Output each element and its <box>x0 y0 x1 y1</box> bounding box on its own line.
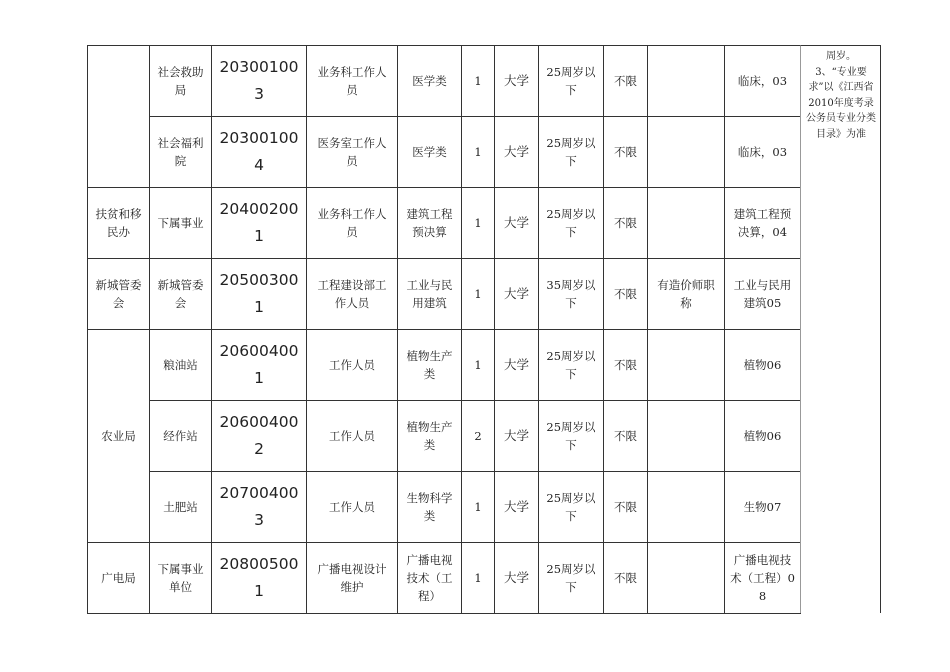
remarks-line: 周岁。 <box>826 51 856 62</box>
count-cell: 1 <box>462 543 495 614</box>
position-code-cell: 204002001 <box>212 188 307 259</box>
other-requirement-cell: 有造价师职称 <box>648 259 725 330</box>
education-cell: 大学 <box>495 259 539 330</box>
age-cell: 25周岁以下 <box>539 543 604 614</box>
position-name-cell: 工作人员 <box>307 330 398 401</box>
table-row <box>88 543 801 614</box>
exam-subject-cell: 植物06 <box>725 401 801 472</box>
position-name-cell: 工作人员 <box>307 401 398 472</box>
education-cell: 大学 <box>495 188 539 259</box>
age-cell: 25周岁以下 <box>539 330 604 401</box>
dept-cell <box>88 46 150 188</box>
education-cell: 大学 <box>495 330 539 401</box>
major-cell: 广播电视技术（工程） <box>398 543 462 614</box>
education-cell: 大学 <box>495 401 539 472</box>
other-requirement-cell <box>648 543 725 614</box>
major-cell: 植物生产类 <box>398 330 462 401</box>
age-cell: 25周岁以下 <box>539 401 604 472</box>
exam-subject-cell: 建筑工程预决算，04 <box>725 188 801 259</box>
position-code-cell: 207004003 <box>212 472 307 543</box>
other-requirement-cell <box>648 472 725 543</box>
position-name-cell: 工作人员 <box>307 472 398 543</box>
unit-cell: 粮油站 <box>150 330 212 401</box>
exam-subject-cell: 生物07 <box>725 472 801 543</box>
major-cell: 建筑工程预决算 <box>398 188 462 259</box>
age-cell: 25周岁以下 <box>539 117 604 188</box>
exam-subject-cell: 临床，03 <box>725 117 801 188</box>
major-cell: 生物科学类 <box>398 472 462 543</box>
count-cell: 2 <box>462 401 495 472</box>
count-cell: 1 <box>462 259 495 330</box>
education-cell: 大学 <box>495 543 539 614</box>
table-row <box>88 259 801 330</box>
other-requirement-cell <box>648 330 725 401</box>
position-name-cell: 工程建设部工作人员 <box>307 259 398 330</box>
gender-cell: 不限 <box>604 330 648 401</box>
gender-cell: 不限 <box>604 259 648 330</box>
table-row <box>88 401 801 472</box>
gender-cell: 不限 <box>604 46 648 117</box>
position-name-cell: 医务室工作人员 <box>307 117 398 188</box>
position-code-cell: 206004001 <box>212 330 307 401</box>
count-cell: 1 <box>462 117 495 188</box>
position-code-cell: 203001003 <box>212 46 307 117</box>
remarks-line: 3、“专业要求”以《江西省2010年度考录公务员专业分类目录》为准 <box>806 66 876 140</box>
positions-table <box>87 45 801 614</box>
gender-cell: 不限 <box>604 543 648 614</box>
position-code-cell: 206004002 <box>212 401 307 472</box>
other-requirement-cell <box>648 46 725 117</box>
unit-cell: 社会救助局 <box>150 46 212 117</box>
gender-cell: 不限 <box>604 472 648 543</box>
exam-subject-cell: 临床，03 <box>725 46 801 117</box>
major-cell: 医学类 <box>398 117 462 188</box>
position-name-cell: 业务科工作人员 <box>307 188 398 259</box>
exam-subject-cell: 工业与民用建筑05 <box>725 259 801 330</box>
exam-subject-cell: 广播电视技术（工程）08 <box>725 543 801 614</box>
position-code-cell: 208005001 <box>212 543 307 614</box>
unit-cell: 土肥站 <box>150 472 212 543</box>
count-cell: 1 <box>462 330 495 401</box>
exam-subject-cell: 植物06 <box>725 330 801 401</box>
age-cell: 25周岁以下 <box>539 472 604 543</box>
count-cell: 1 <box>462 46 495 117</box>
age-cell: 25周岁以下 <box>539 188 604 259</box>
count-cell: 1 <box>462 188 495 259</box>
remarks-column <box>800 45 881 613</box>
remarks-text <box>801 46 880 142</box>
major-cell: 植物生产类 <box>398 401 462 472</box>
table-row <box>88 46 801 117</box>
table-row <box>88 330 801 401</box>
other-requirement-cell <box>648 188 725 259</box>
position-code-cell: 205003001 <box>212 259 307 330</box>
position-name-cell: 广播电视设计维护 <box>307 543 398 614</box>
count-cell: 1 <box>462 472 495 543</box>
unit-cell: 经作站 <box>150 401 212 472</box>
dept-cell: 广电局 <box>88 543 150 614</box>
dept-cell: 扶贫和移民办 <box>88 188 150 259</box>
major-cell: 工业与民用建筑 <box>398 259 462 330</box>
gender-cell: 不限 <box>604 117 648 188</box>
table-row <box>88 117 801 188</box>
table-row <box>88 188 801 259</box>
unit-cell: 新城管委会 <box>150 259 212 330</box>
position-name-cell: 业务科工作人员 <box>307 46 398 117</box>
table-row <box>88 472 801 543</box>
unit-cell: 社会福利院 <box>150 117 212 188</box>
major-cell: 医学类 <box>398 46 462 117</box>
other-requirement-cell <box>648 117 725 188</box>
education-cell: 大学 <box>495 117 539 188</box>
age-cell: 25周岁以下 <box>539 46 604 117</box>
gender-cell: 不限 <box>604 188 648 259</box>
position-code-cell: 203001004 <box>212 117 307 188</box>
age-cell: 35周岁以下 <box>539 259 604 330</box>
dept-cell: 新城管委会 <box>88 259 150 330</box>
unit-cell: 下属事业 <box>150 188 212 259</box>
education-cell: 大学 <box>495 472 539 543</box>
dept-cell: 农业局 <box>88 330 150 543</box>
gender-cell: 不限 <box>604 401 648 472</box>
other-requirement-cell <box>648 401 725 472</box>
education-cell: 大学 <box>495 46 539 117</box>
unit-cell: 下属事业单位 <box>150 543 212 614</box>
